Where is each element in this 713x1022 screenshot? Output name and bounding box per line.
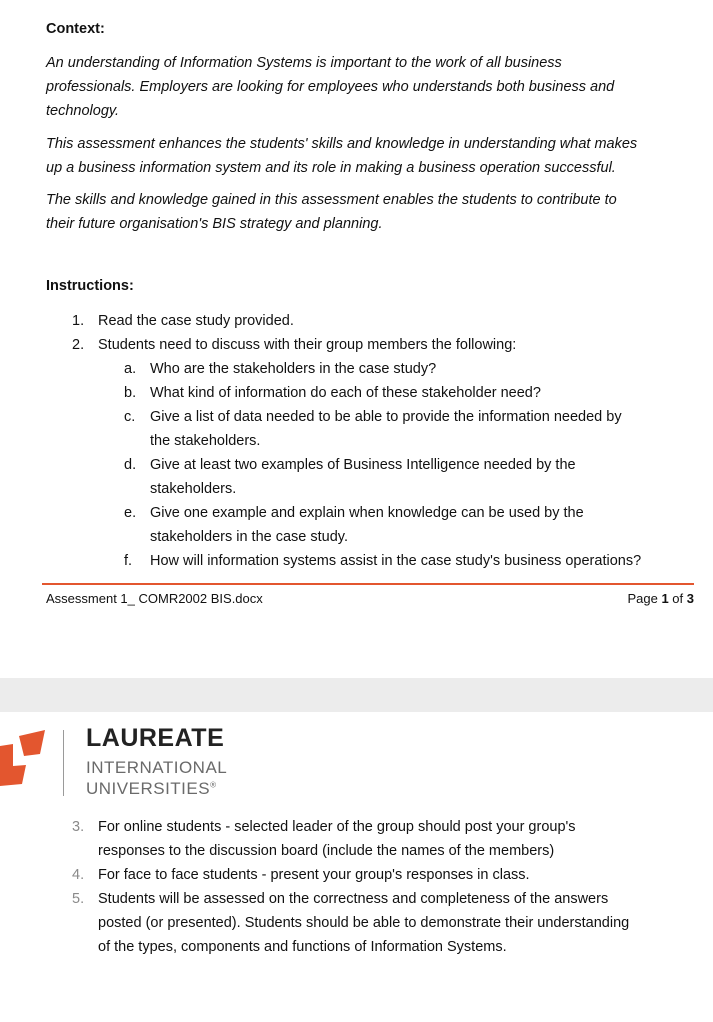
- sublist-marker: b.: [124, 385, 137, 401]
- context-line: An understanding of Information Systems is important to the work of all business: [46, 55, 562, 71]
- list-item: For online students - selected leader of the group should post your group's: [98, 819, 576, 835]
- sublist-item: Give a list of data needed to be able to provide the information needed by: [150, 409, 622, 425]
- list-item: posted (or presented). Students should be able to demonstrate their understanding: [98, 915, 630, 931]
- sublist-item: stakeholders in the case study.: [150, 529, 349, 545]
- list-item: Students need to discuss with their group members the following:: [98, 337, 517, 353]
- sublist-item: What kind of information do each of these stakeholder need?: [150, 385, 541, 401]
- sublist-marker: a.: [124, 361, 137, 377]
- instructions-heading: Instructions:: [46, 278, 134, 294]
- sublist-marker: e.: [124, 505, 137, 521]
- list-marker: 3.: [72, 819, 85, 835]
- laureate-logo-icon: [0, 724, 46, 788]
- context-line: technology.: [46, 103, 120, 119]
- list-item: responses to the discussion board (include the names of the members): [98, 843, 555, 859]
- list-item: For face to face students - present your group's responses in class.: [98, 867, 530, 883]
- context-line: up a business information system and its role in making a business operation successful.: [46, 160, 616, 176]
- sublist-item: How will information systems assist in the case study's business operations?: [150, 553, 642, 569]
- context-line: This assessment enhances the students' skills and knowledge in understanding what makes: [46, 136, 638, 152]
- list-item: Students will be assessed on the correctness and completeness of the answers: [98, 891, 609, 907]
- page-of: of: [672, 591, 684, 606]
- logo-name: LAUREATE: [86, 724, 225, 752]
- page-gap: [0, 678, 713, 712]
- list-item: of the types, components and functions of Information Systems.: [98, 939, 507, 955]
- sublist-item: Who are the stakeholders in the case study?: [150, 361, 437, 377]
- list-marker: 5.: [72, 891, 85, 907]
- logo-divider: [63, 730, 64, 796]
- list-item: Read the case study provided.: [98, 313, 294, 329]
- sublist-item: Give at least two examples of Business Intelligence needed by the: [150, 457, 576, 473]
- sublist-item: the stakeholders.: [150, 433, 261, 449]
- context-heading: Context:: [46, 21, 105, 37]
- footer-divider: [42, 583, 694, 585]
- footer-page-number: [627, 591, 694, 606]
- list-marker: 4.: [72, 867, 85, 883]
- registered-mark: ®: [210, 780, 217, 790]
- context-line: their future organisation's BIS strategy and planning.: [46, 216, 383, 232]
- page-total: 3: [686, 591, 694, 606]
- list-marker: 2.: [72, 337, 85, 353]
- sublist-item: stakeholders.: [150, 481, 237, 497]
- page-label: Page: [627, 591, 658, 606]
- footer-filename: Assessment 1_ COMR2002 BIS.docx: [46, 591, 263, 606]
- sublist-marker: d.: [124, 457, 137, 473]
- sublist-marker: f.: [124, 553, 133, 569]
- context-line: professionals. Employers are looking for employees who understands both business and: [46, 79, 615, 95]
- page-current: 1: [661, 591, 669, 606]
- logo-line-international: INTERNATIONAL: [86, 758, 228, 777]
- sublist-item: Give one example and explain when knowledge can be used by the: [150, 505, 584, 521]
- logo-line-universities: UNIVERSITIES®: [86, 779, 217, 798]
- context-line: The skills and knowledge gained in this assessment enables the students to contribute to: [46, 192, 617, 208]
- sublist-marker: c.: [124, 409, 136, 425]
- list-marker: 1.: [72, 313, 85, 329]
